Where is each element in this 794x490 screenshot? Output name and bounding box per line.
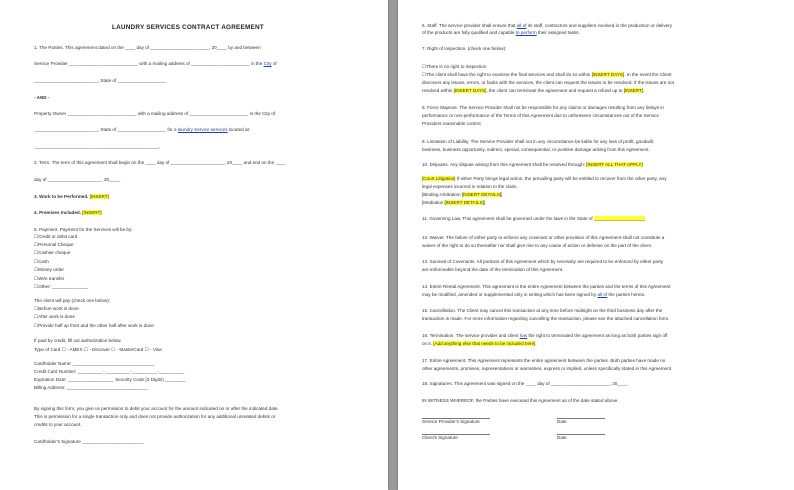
disputes-line-2 [422,176,667,182]
insert-days-highlight: [INSERT DAYS] [453,88,487,93]
insert-days-highlight: [INSERT DAYS] [591,72,625,77]
disputes-text: ] [501,192,503,197]
term-line-1: 2. Term. The term of this agreement shall begin on the ____ day of _____________________, 20____ and end on the ____ [34,160,286,165]
entire-rental-link[interactable]: all of [597,292,608,297]
cardholder-name-field: Cardholder Name: ________________________________ [34,361,155,366]
termination-text: . [535,341,537,346]
force-majeure-line-2: performance or non-performance of the Terms of this Agreement due to unforeseen circumstances out of the Service [422,113,659,118]
payment-heading: 5. Payment. Payment for the Services will be by: [34,227,133,232]
force-majeure-line-3: Providers reasonable control. [422,121,482,126]
payment-option[interactable]: ☐Wire transfer [34,276,65,281]
card-number-field: Credit Card Number: __________-__________-__________-__________ [34,369,185,374]
staff-text: 6. Staff. The service provider shall ensure that [422,23,517,28]
insert-all-highlight: [INSERT ALL THAT APPLY] [586,162,643,167]
staff-text: its staff, contractors and suppliers involved in the production or delivery [526,23,673,28]
inspection-text: , the client can terminate the agreement and request a refund up to [486,88,624,93]
termination-line-1 [422,333,667,339]
premises-included [34,210,102,216]
consent-line-2: This is permission for a single transaction only and does not provide authorization for any additional unrelated debits or [34,414,276,419]
signatures-line: 18. Signatures. This agreement was signed on the ____ day of _______________________, 20____. [422,381,629,386]
inspection-line-4 [422,88,644,94]
expiration-field: Expiration Date: __________________ Security Code (3 Digits) ________ [34,377,186,382]
inspection-line-3: discovers any issues, errors, or faults with the services, the client can request the issues to be resolved. If the issues are not [422,80,675,85]
state-highlight: ____________________ [593,216,646,221]
disputes-line-5 [422,200,485,206]
payment-option[interactable]: ☐Other: ______________ [34,284,88,289]
waiver-line-1: 12. Waiver. The failure of either party to enforce any covenant or other provision of this Agreement shall not constitute a [422,235,665,240]
disputes-line-1 [422,162,643,168]
witness-line: IN WITNESS WHEREOF, the Parties have executed this Agreement as of the date stated above. [422,398,619,403]
city-link[interactable]: City [263,61,272,66]
laundry-service-link[interactable]: laundry Service services [177,127,228,132]
disputes-line-4 [422,192,502,198]
billing-address-field: Billing Address: ________________________________ [34,385,149,390]
termination-line-2 [422,341,537,347]
staff-text: of the products are fully qualified and capable [422,30,516,35]
term-line-2: day of _____________________, 20____. [34,177,121,182]
cardholder-signature: Cardholder's Signature ________________________ [34,439,144,444]
staff-link[interactable]: to perform [515,30,537,35]
termination-text: 16. Termination. The service provider and client [422,333,520,338]
payment-option[interactable]: ☐Credit or debit card [34,234,78,239]
and-separator: - AND - [34,95,50,100]
termination-text: the right to terminated the agreement as long as both parties sign off [527,333,668,338]
waiver-line-2: waiver of the right to do so thereafter nor shall give rise to any cause of action or defense on the part of the client. [422,243,653,248]
timing-option[interactable]: ☐After work is done [34,314,75,319]
liability-line-2: business, business opportunity, indirect, special, consequential, or punitive damage arising from this Agreement. [422,147,650,152]
insert-highlight: [INSERT] [623,88,644,93]
timing-option[interactable]: ☐Provide half up front and the other half after work is done [34,323,154,328]
card-type-row[interactable]: Type of Card ☐ - AMEX ☐ - Discover ☐ - MasterCard ☐ - Visa [34,347,162,352]
work-insert: [INSERT] [89,194,109,199]
work-label: 3. Work to be Performed. [34,194,90,199]
payment-option[interactable]: ☐Cash [34,259,49,264]
add-anything-highlight: [Add anything else that needs to be included here] [433,341,536,346]
disputes-text: ] [483,200,486,205]
disputes-text: [Binding Arbitration [422,192,462,197]
inspection-option-none[interactable]: ☐There is no right to inspection [422,64,487,69]
entire-agreement-line-2: other agreements, promises, representations or warranties, express or implied, unless specifically stated in this Agreement. [422,366,673,371]
inspection-option-examine[interactable] [422,72,672,78]
parties-line-5-text: _________________________, State of ___________________ for a [34,127,178,132]
card-heading: If paid by credit, fill out authorization below. [34,338,122,343]
parties-line-3: _________________________, State of ___________________ [34,78,167,83]
entire-rental-line-1: 14. Entire Rental Agreement. This agreement is the entire Agreement between the parties and the terms of this Agreement [422,284,671,289]
payment-option[interactable]: ☐Money order [34,267,64,272]
cancellation-line-1: 15. Cancellation. The Client may cancel this transaction at any time before midnight on the third business day after the [422,308,663,313]
parties-line-2-text: Service Provider ___________________________ with a mailing address of _______________________ in the [34,61,264,66]
insert-details-highlight: [INSERT DETAILS] [444,200,484,205]
service-provider-date-label: Date [557,419,567,424]
premises-insert: [INSERT] [82,210,102,215]
parties-line-1: 1. The Parties. This agreement dated on the ____ day of _______________________, 20____ by and between [34,45,261,50]
payment-option[interactable]: ☐Cashier cheque [34,250,71,255]
survival-line-1: 13. Survival of Covenants. All portions of this Agreement which by necessity are required to be enforced by either party [422,259,664,264]
inspection-text: . In the event the Client [624,72,672,77]
staff-line-2 [422,30,580,36]
insert-details-highlight: [INSERT DETAILS] [461,192,502,197]
disputes-text: [Mediation [422,200,445,205]
timing-heading: The client will pay (check one below): [34,298,111,303]
governing-law [422,216,645,222]
parties-line-5-end: located at: [227,127,251,132]
termination-link[interactable]: has [519,333,528,338]
parties-line-2-end: of [271,61,277,66]
entire-rental-text: the parties hereto. [607,292,646,297]
cancellation-line-2: transaction is made. For more information regarding cancelling the transaction, please see the attached cancellation form. [422,316,670,321]
disputes-line-3: legal expenses incurred in relation to the claim. [422,184,518,189]
termination-text: on it. [422,341,434,346]
timing-option[interactable]: ☐Before work is done [34,306,79,311]
premises-label: 4. Premises Included. [34,210,83,215]
parties-line-6: _________________________________________________. [34,144,161,149]
entire-agreement-line-1: 17. Entire Agreement. This Agreement represents the entire agreement between the parties. Both parties have made no [422,358,666,363]
consent-line-1: By signing this form, you give us permission to debit your account for the amount indicated on or after the indicated date. [34,406,279,411]
inspection-text: resolved within [422,88,454,93]
survival-line-2: are enforceable beyond the date of the termination of this Agreement. [422,267,564,272]
client-signature-label: Client's Signature [422,435,458,440]
document-page-right [398,0,794,490]
inspection-heading: 7. Right of Inspection. (check one below): [422,46,507,51]
liability-line-1: 9. Limitation of Liability. The Service Provider shall not in any circumstance be liable for any loss of profit, goodwill, [422,139,654,144]
client-date-label: Date [557,435,567,440]
staff-link[interactable]: all of [516,23,527,28]
entire-rental-line-2 [422,292,645,298]
consent-line-3: credits to your account. [34,422,82,427]
payment-option[interactable]: ☐Personal Cheque [34,242,74,247]
staff-line-1 [422,23,672,29]
disputes-text: If either Party brings legal action, the prevailing party will be entitled to recover from the other party, any [455,176,667,181]
governing-text: 11. Governing Law. This agreement shall be governed under the laws in the State of [422,216,594,221]
inspection-text: ☐The client shall have the right to examine the final services and shall do so within [422,72,592,77]
parties-line-2 [34,61,277,67]
service-provider-signature-label: Service Provider's Signature [422,419,480,424]
document-page-left [0,0,388,490]
work-performed [34,194,109,200]
court-litigation-highlight: [Court Litigation] [422,176,456,181]
disputes-text: 10. Disputes. Any dispute arising from this Agreement shall be resolved through: [422,162,587,167]
parties-line-5 [34,127,250,133]
force-majeure-line-1: 8. Force Majeure. The Service Provider shall not be responsible for any claims or damages resulting from any delays in [422,105,664,110]
staff-text: their assigned tasks. [536,30,580,35]
inspection-text: . [643,88,645,93]
document-title: LAUNDRY SERVICES CONTRACT AGREEMENT [112,24,264,31]
parties-line-4: Property Owner ___________________________ with a mailing address of _______________________ in the City of [34,111,276,116]
entire-rental-text: may be modified, amended or supplemented only in writing which has been signed by [422,292,598,297]
